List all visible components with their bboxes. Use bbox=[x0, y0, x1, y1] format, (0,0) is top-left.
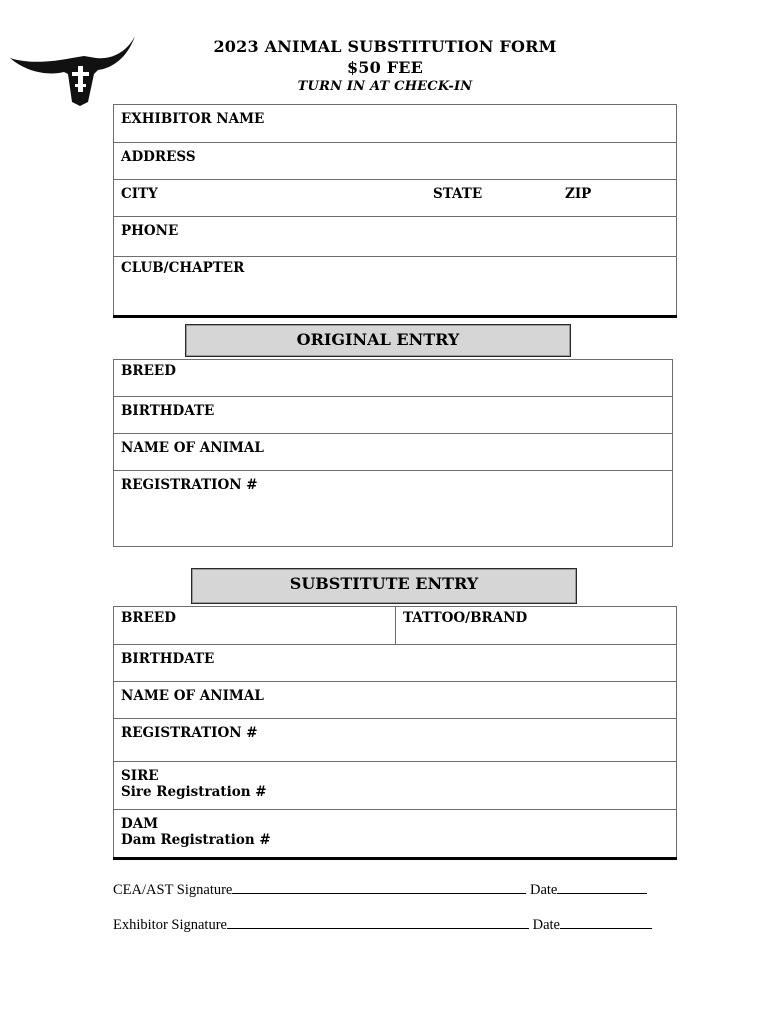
original-entry-heading: ORIGINAL ENTRY bbox=[185, 324, 571, 357]
substitute-birthdate-label: BIRTHDATE bbox=[121, 651, 215, 667]
exhibitor-name-label: EXHIBITOR NAME bbox=[121, 111, 265, 127]
substitute-entry-table bbox=[113, 606, 677, 860]
cea-signature-label: CEA/AST Signature bbox=[113, 882, 233, 898]
sire-field[interactable] bbox=[114, 762, 677, 810]
original-animal-name-field[interactable] bbox=[114, 434, 673, 471]
address-field[interactable] bbox=[114, 143, 677, 180]
dam-label: DAM bbox=[121, 816, 159, 832]
zip-field[interactable] bbox=[558, 180, 677, 217]
sire-registration-label: Sire Registration # bbox=[121, 784, 267, 800]
exhibitor-name-field[interactable] bbox=[114, 105, 677, 143]
city-label: CITY bbox=[121, 186, 158, 202]
state-field[interactable] bbox=[426, 180, 558, 217]
exhibitor-date-label: Date bbox=[532, 917, 560, 933]
form-title: 2023 ANIMAL SUBSTITUTION FORM bbox=[213, 37, 557, 56]
original-breed-field[interactable] bbox=[114, 360, 673, 397]
substitute-animal-name-label: NAME OF ANIMAL bbox=[121, 688, 264, 704]
original-birthdate-field[interactable] bbox=[114, 397, 673, 434]
substitute-registration-label: REGISTRATION # bbox=[121, 725, 258, 741]
city-field[interactable] bbox=[114, 180, 427, 217]
tattoo-brand-label: TATTOO/BRAND bbox=[403, 610, 528, 626]
exhibitor-signature-label: Exhibitor Signature bbox=[113, 917, 227, 933]
substitute-breed-label: BREED bbox=[121, 610, 176, 626]
phone-field[interactable] bbox=[114, 217, 677, 257]
original-registration-field[interactable] bbox=[114, 471, 673, 547]
club-chapter-field[interactable] bbox=[114, 257, 677, 317]
original-entry-table bbox=[113, 359, 673, 547]
form-instruction: TURN IN AT CHECK-IN bbox=[297, 79, 473, 94]
zip-label: ZIP bbox=[565, 186, 592, 202]
phone-label: PHONE bbox=[121, 223, 179, 239]
original-animal-name-label: NAME OF ANIMAL bbox=[121, 440, 264, 456]
substitute-breed-field[interactable] bbox=[114, 607, 396, 645]
dam-field[interactable] bbox=[114, 810, 677, 859]
original-registration-label: REGISTRATION # bbox=[121, 477, 258, 493]
substitute-entry-heading: SUBSTITUTE ENTRY bbox=[191, 568, 577, 604]
exhibitor-info-table bbox=[113, 104, 677, 318]
exhibitor-signature-line bbox=[113, 915, 652, 934]
dam-registration-label: Dam Registration # bbox=[121, 832, 271, 848]
form-fee: $50 FEE bbox=[346, 58, 424, 77]
original-birthdate-label: BIRTHDATE bbox=[121, 403, 215, 419]
address-label: ADDRESS bbox=[121, 149, 196, 165]
original-breed-label: BREED bbox=[121, 363, 176, 379]
cea-signature-field[interactable] bbox=[232, 880, 526, 894]
exhibitor-signature-field[interactable] bbox=[227, 915, 529, 929]
longhorn-steer-icon bbox=[8, 32, 140, 106]
sire-label: SIRE bbox=[121, 768, 159, 784]
substitute-registration-field[interactable] bbox=[114, 719, 677, 762]
cea-signature-line bbox=[113, 880, 647, 899]
substitute-birthdate-field[interactable] bbox=[114, 645, 677, 682]
tattoo-brand-field[interactable] bbox=[396, 607, 677, 645]
cea-date-field[interactable] bbox=[557, 880, 647, 894]
club-chapter-label: CLUB/CHAPTER bbox=[121, 260, 245, 276]
cea-date-label: Date bbox=[529, 882, 558, 898]
state-label: STATE bbox=[433, 186, 483, 202]
exhibitor-date-field[interactable] bbox=[560, 915, 652, 929]
substitute-animal-name-field[interactable] bbox=[114, 682, 677, 719]
